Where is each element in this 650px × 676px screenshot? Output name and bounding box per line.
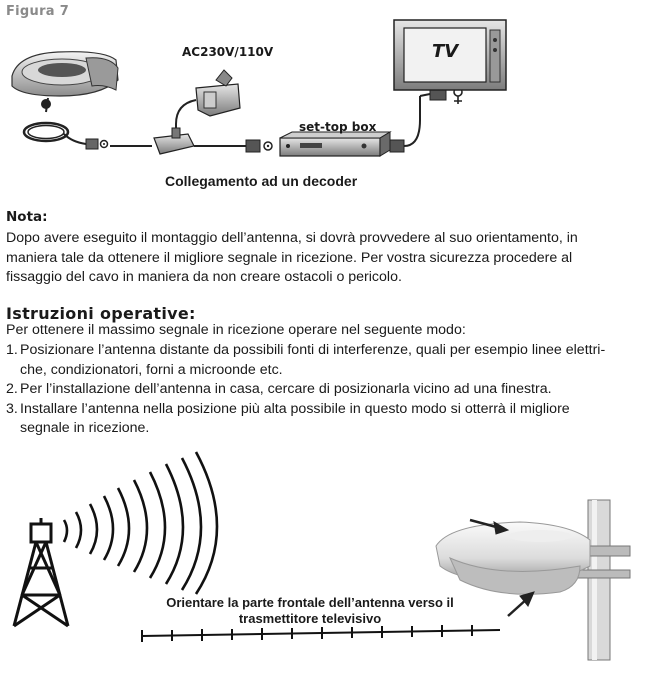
caption-line: trasmettitore televisivo xyxy=(238,611,382,626)
settop-connector-icon xyxy=(246,140,272,152)
settop-box-label: set-top box xyxy=(299,120,377,134)
settop-box-icon xyxy=(280,132,390,156)
instructions-list xyxy=(6,341,636,439)
tv-connector-icon xyxy=(390,88,462,152)
antenna-cable xyxy=(24,98,86,144)
mounting-pole-icon xyxy=(570,500,630,660)
step-number: 3. xyxy=(6,400,18,417)
step-line: Installare l’antenna nella posizione più alta possibile in questo modo si otterrà il migliore xyxy=(20,400,570,417)
nota-line: maniera tale da ottenere il migliore segnale in ricezione. Per vostra sicurezza procedere al xyxy=(6,249,573,266)
orientation-diagram xyxy=(0,450,650,676)
decoder-caption: Collegamento ad un decoder xyxy=(165,173,358,189)
nota-body xyxy=(6,229,642,288)
signal-waves-icon xyxy=(64,452,217,594)
transmitter-tower-icon xyxy=(14,518,68,626)
power-injector-icon xyxy=(154,128,194,154)
decoder-connection-diagram xyxy=(0,0,650,200)
nota-line: Dopo avere eseguito il montaggio dell’antenna, si dovrà provvedere al suo orientamento, in xyxy=(6,230,578,246)
orientation-caption xyxy=(150,595,470,627)
coax-connector-icon xyxy=(86,139,108,149)
instructions-intro: Per ottenere il massimo segnale in ricezione operare nel seguente modo: xyxy=(6,322,466,338)
instruction-step-3 xyxy=(6,400,636,439)
step-number: 1. xyxy=(6,342,18,358)
tv-label: TV xyxy=(432,41,459,62)
instruction-step-2 xyxy=(6,380,636,400)
step-line: Per l’installazione dell’antenna in casa, cercare di posizionarla vicino ad una finestra. xyxy=(20,381,552,398)
power-adapter-icon xyxy=(176,70,240,134)
instruction-step-1 xyxy=(6,341,636,380)
caption-line: Orientare la parte frontale dell’antenna verso il xyxy=(166,595,454,610)
step-line: che, condizionatori, forni a microonde etc. xyxy=(20,361,283,378)
nota-title: Nota: xyxy=(6,209,48,225)
distance-ruler xyxy=(142,625,500,642)
antenna-icon xyxy=(12,52,118,96)
outdoor-antenna-icon xyxy=(436,522,590,594)
step-number: 2. xyxy=(6,381,18,398)
instructions-title: Istruzioni operative: xyxy=(6,304,196,323)
figure-label: Figura 7 xyxy=(6,4,70,19)
nota-line: fissaggio del cavo in maniera da non creare ostacoli o pericolo. xyxy=(6,269,402,286)
step-line: Posizionare l’antenna distante da possibili fonti di interferenze, quali per esempio linee elettri- xyxy=(20,342,606,358)
power-label: AC230V/110V xyxy=(182,45,274,59)
step-line: segnale in ricezione. xyxy=(20,420,150,437)
